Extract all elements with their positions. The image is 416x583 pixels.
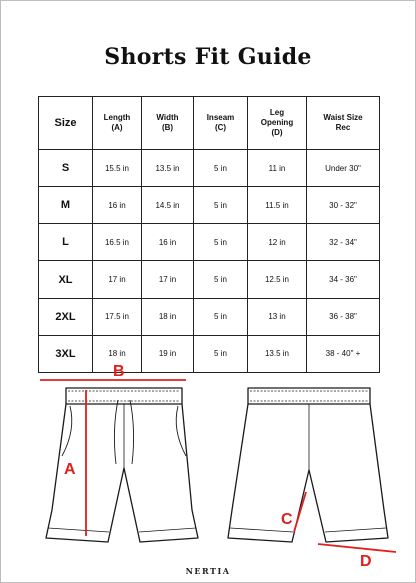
cell-size: 3XL [39, 335, 93, 372]
header-leg-opening: Leg Opening (D) [248, 97, 307, 150]
drawstring-left [114, 400, 118, 464]
cell-leg-opening: 13 in [248, 298, 307, 335]
cell-size: 2XL [39, 298, 93, 335]
table-row [39, 150, 380, 187]
cell-waist: 38 - 40" + [307, 335, 380, 372]
cell-size: M [39, 187, 93, 224]
label-c: C [281, 511, 293, 528]
front-pocket-left [62, 406, 72, 456]
back-waistband [248, 388, 370, 404]
shorts-measurement-diagram [0, 360, 416, 570]
cell-length: 16 in [93, 187, 142, 224]
cell-size: XL [39, 261, 93, 298]
table-row [39, 298, 380, 335]
cell-inseam: 5 in [194, 298, 248, 335]
header-length: Length (A) [93, 97, 142, 150]
cell-inseam: 5 in [194, 261, 248, 298]
label-a: A [64, 461, 76, 478]
label-d: D [360, 553, 372, 570]
cell-leg-opening: 11 in [248, 150, 307, 187]
cell-length: 18 in [93, 335, 142, 372]
cell-inseam: 5 in [194, 187, 248, 224]
front-hem-right [139, 528, 196, 532]
cell-length: 16.5 in [93, 224, 142, 261]
cell-length: 17.5 in [93, 298, 142, 335]
cell-size: S [39, 150, 93, 187]
header-width: Width (B) [142, 97, 194, 150]
table-row [39, 187, 380, 224]
measure-c-inseam-line [294, 492, 306, 532]
cell-leg-opening: 12.5 in [248, 261, 307, 298]
cell-width: 19 in [142, 335, 194, 372]
cell-length: 17 in [93, 261, 142, 298]
front-waistband [66, 388, 182, 404]
cell-width: 16 in [142, 224, 194, 261]
brand-logo-text: NERTIA [185, 566, 231, 576]
table-header-row [39, 97, 380, 150]
measure-d-leg-opening-line [318, 544, 396, 552]
page-title: Shorts Fit Guide [104, 44, 312, 70]
cell-width: 13.5 in [142, 150, 194, 187]
cell-waist: 34 - 36" [307, 261, 380, 298]
drawstring-right [130, 400, 134, 464]
label-b: B [113, 363, 125, 380]
cell-inseam: 5 in [194, 224, 248, 261]
table-row [39, 261, 380, 298]
cell-width: 18 in [142, 298, 194, 335]
cell-waist: 30 - 32" [307, 187, 380, 224]
table-row [39, 224, 380, 261]
cell-leg-opening: 12 in [248, 224, 307, 261]
back-hem-left [230, 528, 293, 532]
back-hem-right [325, 528, 386, 532]
cell-waist: 36 - 38" [307, 298, 380, 335]
shorts-back-drawing [228, 388, 388, 542]
cell-leg-opening: 11.5 in [248, 187, 307, 224]
header-size: Size [39, 97, 93, 150]
cell-waist: 32 - 34" [307, 224, 380, 261]
header-waist-size: Waist Size Rec [307, 97, 380, 150]
header-inseam: Inseam (C) [194, 97, 248, 150]
cell-waist: Under 30" [307, 150, 380, 187]
cell-inseam: 5 in [194, 150, 248, 187]
cell-length: 15.5 in [93, 150, 142, 187]
cell-width: 14.5 in [142, 187, 194, 224]
cell-leg-opening: 13.5 in [248, 335, 307, 372]
front-hem-left [48, 528, 109, 532]
cell-width: 17 in [142, 261, 194, 298]
size-chart-table [38, 96, 380, 373]
back-body-outline [228, 404, 388, 542]
cell-size: L [39, 224, 93, 261]
cell-inseam: 5 in [194, 335, 248, 372]
measurement-lines [40, 380, 396, 552]
